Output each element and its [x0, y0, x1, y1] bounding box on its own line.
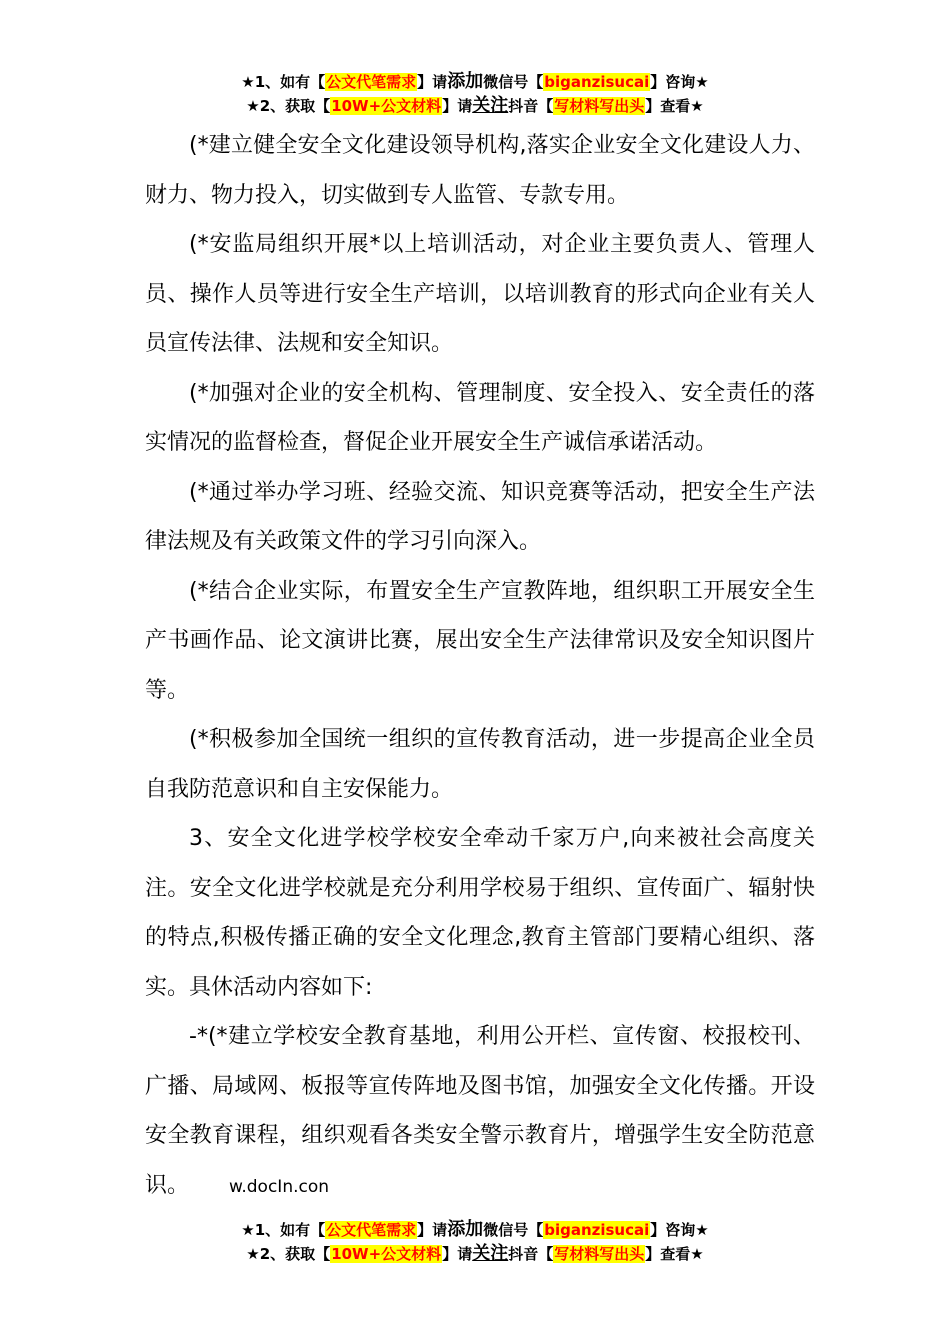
highlight-wechat-id: biganzisucai	[544, 1221, 650, 1239]
paragraph: (*积极参加全国统一组织的宣传教育活动，进一步提高企业全员自我防范意识和自主安保能力。	[145, 727, 815, 802]
banner-line-1: ★1、如有【公文代笔需求】请添加微信号【biganzisucai】咨询★	[241, 71, 709, 92]
watermark-text: w.docIn.con	[229, 1176, 330, 1197]
banner-line-1: ★1、如有【公文代笔需求】请添加微信号【biganzisucai】咨询★	[241, 1219, 709, 1240]
paragraph: (*建立健全安全文化建设领导机构,落实企业安全文化建设人力、财力、物力投入，切实做到专人监管、专款专用。	[145, 133, 815, 208]
document-body	[145, 121, 815, 1212]
paragraph: (*安监局组织开展*以上培训活动，对企业主要负责人、管理人员、操作人员等进行安全生产培训，以培训教育的形式向企业有关人员宣传法律、法规和安全知识。	[145, 232, 815, 356]
footer-banner	[0, 1218, 950, 1266]
paragraph: (*通过举办学习班、经验交流、知识竞赛等活动，把安全生产法律法规及有关政策文件的学习引向深入。	[145, 479, 815, 554]
highlight-service: 公文代笔需求	[326, 73, 417, 91]
paragraph: (*加强对企业的安全机构、管理制度、安全投入、安全责任的落实情况的监督检查，督促企业开展安全生产诚信承诺活动。	[145, 380, 815, 455]
banner-line-2: ★2、获取【10W+公文材料】请关注抖音【写材料写出头】查看★	[246, 1243, 704, 1264]
highlight-service: 公文代笔需求	[326, 1221, 417, 1239]
highlight-materials: 10W+公文材料	[331, 97, 442, 115]
paragraph: (*结合企业实际，布置安全生产宣教阵地，组织职工开展安全生产书画作品、论文演讲比赛，展出安全生产法律常识及安全知识图片等。	[145, 578, 815, 703]
highlight-materials: 10W+公文材料	[331, 1245, 442, 1263]
header-banner	[0, 70, 950, 118]
banner-line-2: ★2、获取【10W+公文材料】请关注抖音【写材料写出头】查看★	[246, 95, 704, 116]
paragraph-last: -*(*建立学校安全教育基地，利用公开栏、宣传窗、校报校刊、广播、局域网、板报等宣传阵地及图书馆，加强安全文化传播。开设安全教育课程，组织观看各类安全警示教育片，增强学生安全防范意识。 w.docIn.con	[145, 1024, 815, 1198]
highlight-douyin: 写材料写出头	[554, 1245, 645, 1263]
paragraph: 3、安全文化进学校学校安全牵动千家万户,向来被社会高度关注。安全文化进学校就是充分利用学校易于组织、宣传面广、辐射快的特点,积极传播正确的安全文化理念,教育主管部门要精心组织、落实。具休活动内容如下:	[145, 826, 815, 1000]
highlight-wechat-id: biganzisucai	[544, 73, 650, 91]
highlight-douyin: 写材料写出头	[554, 97, 645, 115]
